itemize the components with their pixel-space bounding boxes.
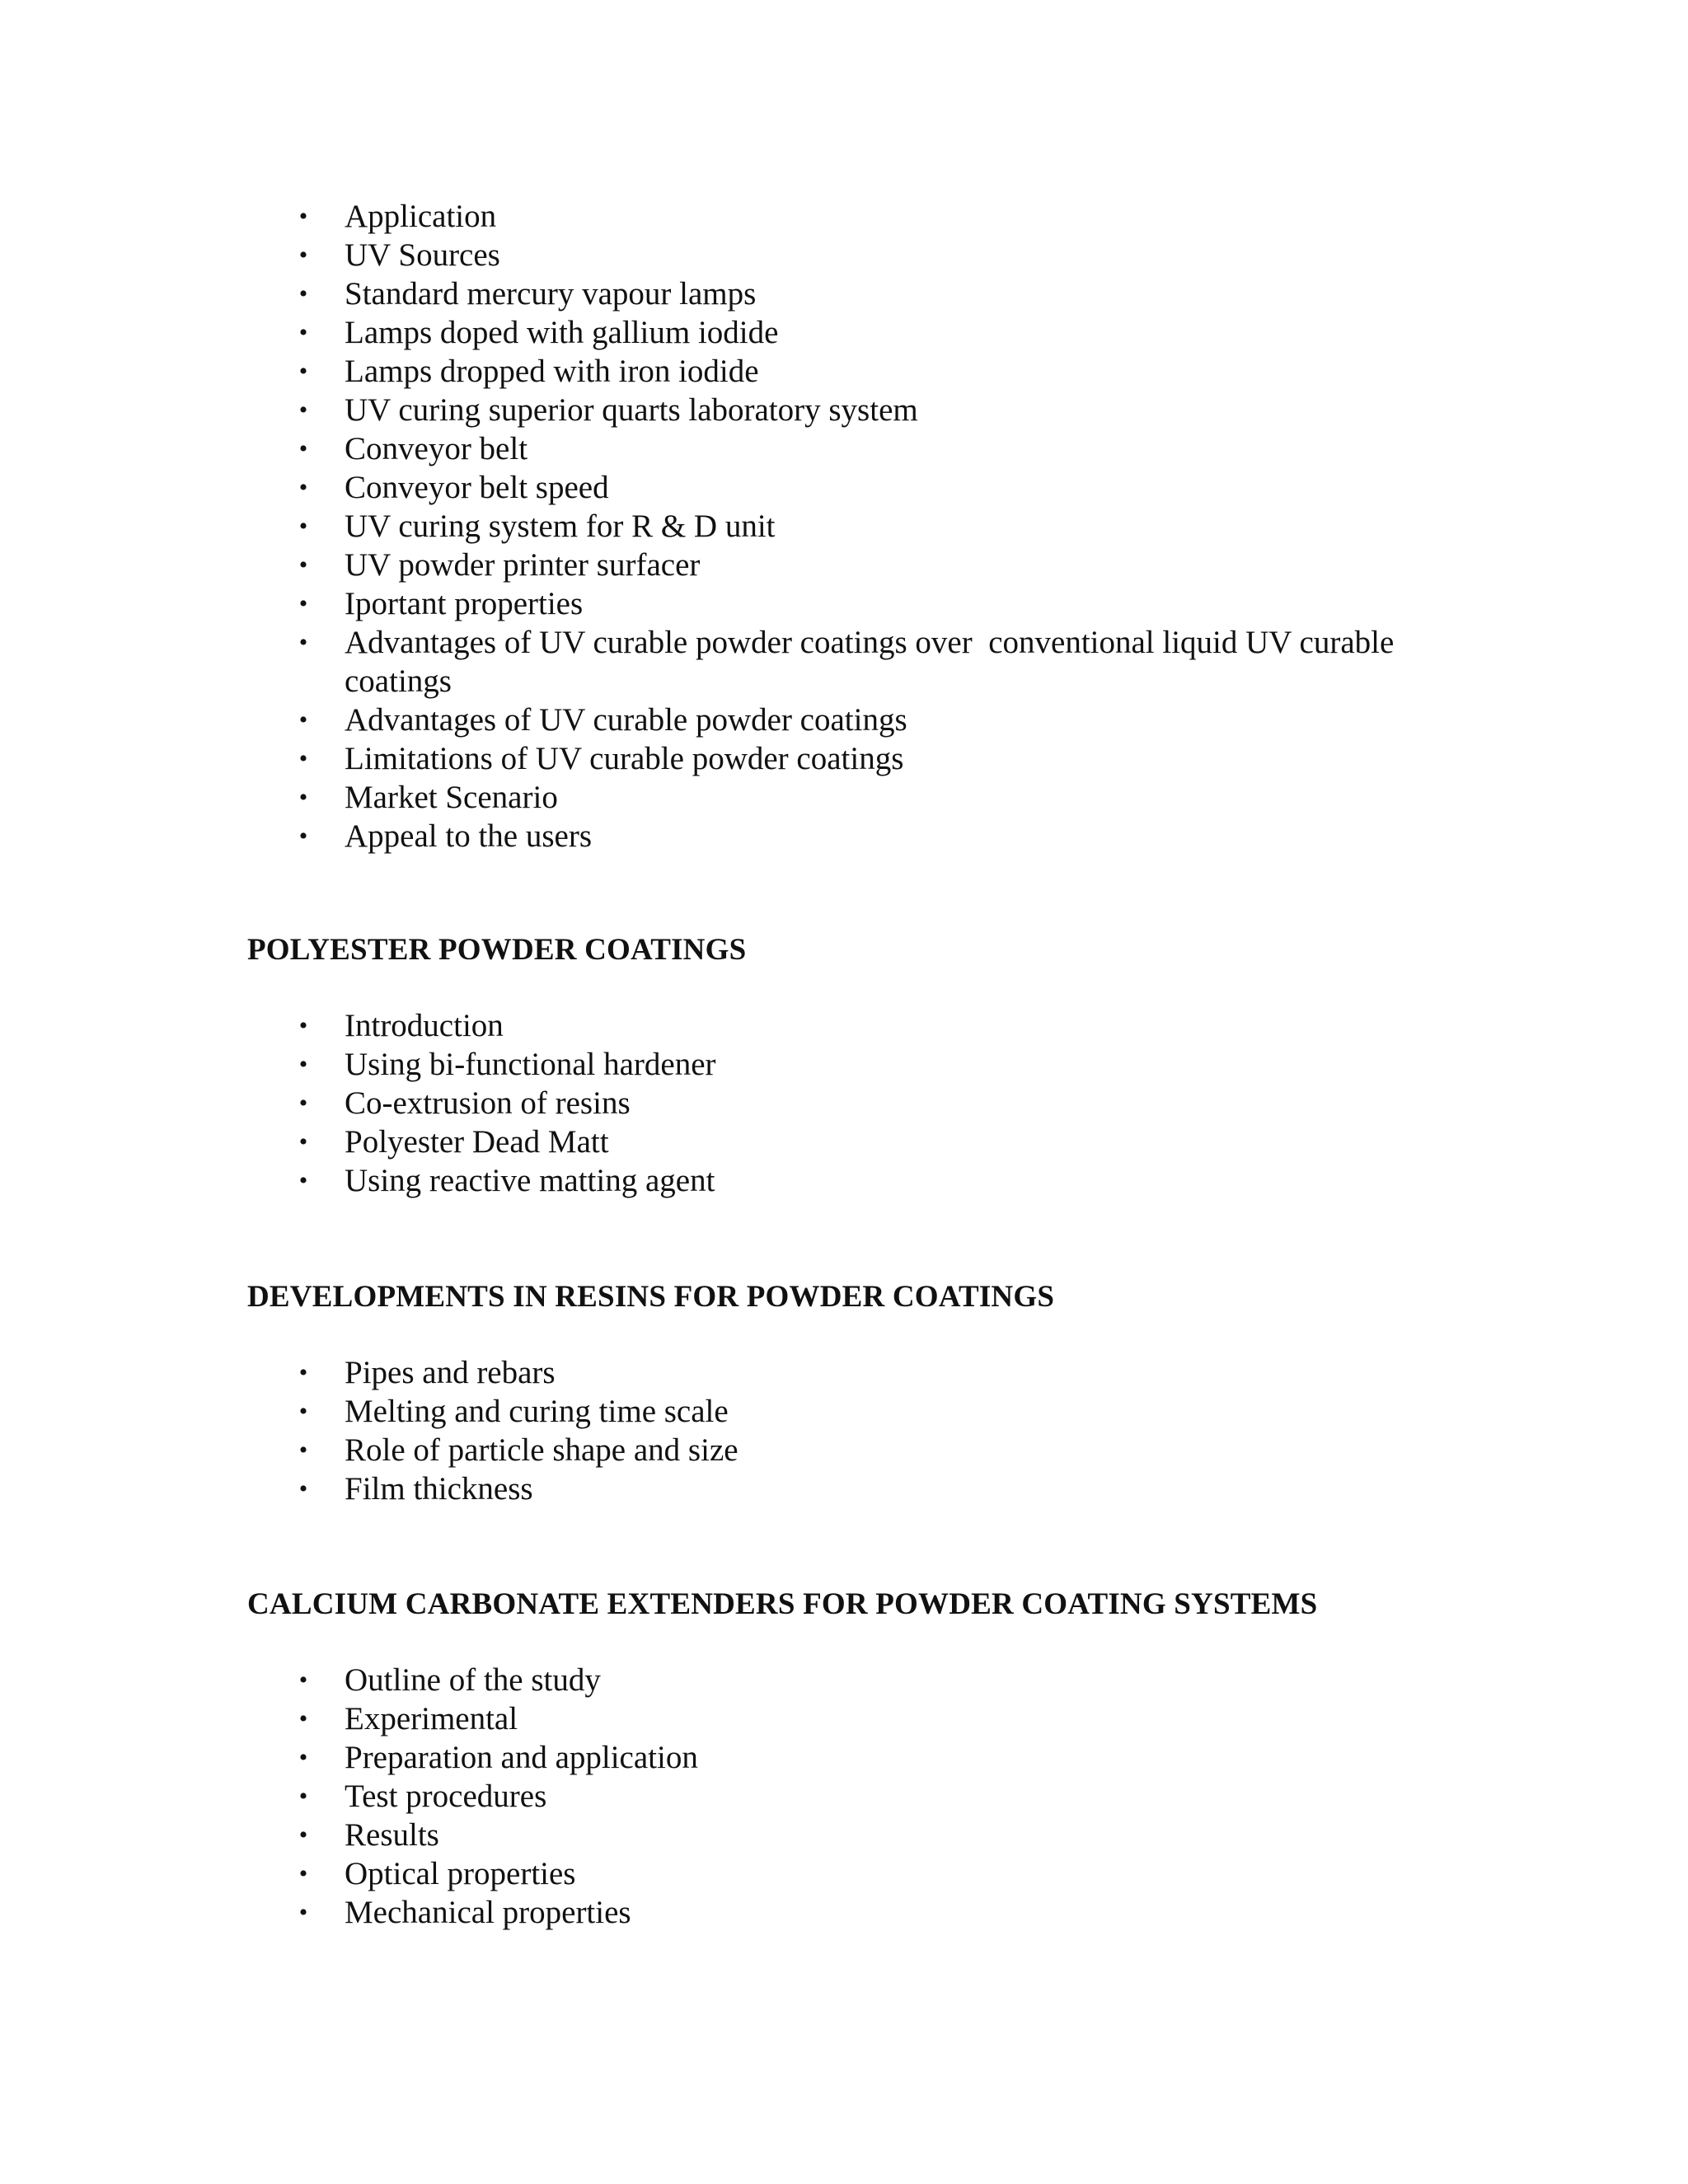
section-heading: DEVELOPMENTS IN RESINS FOR POWDER COATINGS [247, 1280, 1055, 1314]
bullet-icon: • [298, 474, 308, 501]
bullet-icon: • [298, 551, 308, 579]
section-bullet-list [0, 1006, 1688, 1200]
list-item: • Experimental [0, 1699, 1688, 1738]
list-item: • Optical properties [0, 1854, 1688, 1893]
section-bullet-list [0, 1661, 1688, 1932]
list-item: • Introduction [0, 1006, 1688, 1045]
list-item: • Results [0, 1816, 1688, 1854]
bullet-icon: • [298, 590, 308, 617]
list-item: • Test procedures [0, 1777, 1688, 1816]
bullet-icon: • [298, 1783, 308, 1810]
list-item: • UV powder printer surfacer [0, 546, 1688, 584]
bullet-icon: • [298, 1821, 308, 1849]
bullet-icon: • [298, 1012, 308, 1039]
list-item: • Lamps dropped with iron iodide [0, 352, 1688, 391]
bullet-icon: • [298, 1128, 308, 1155]
intro-list-block [0, 197, 1688, 855]
list-item: • Outline of the study [0, 1661, 1688, 1699]
list-item: • Lamps doped with gallium iodide [0, 313, 1688, 352]
bullet-icon: • [298, 1860, 308, 1887]
bullet-icon: • [298, 745, 308, 772]
section-heading: POLYESTER POWDER COATINGS [247, 933, 747, 967]
list-item: • Market Scenario [0, 778, 1688, 817]
bullet-icon: • [298, 1051, 308, 1078]
section-heading: CALCIUM CARBONATE EXTENDERS FOR POWDER COATING SYSTEMS [247, 1587, 1318, 1621]
bullet-icon: • [298, 706, 308, 733]
bullet-icon: • [298, 1666, 308, 1694]
bullet-icon: • [298, 823, 308, 850]
bullet-icon: • [298, 629, 308, 656]
bullet-icon: • [298, 1744, 308, 1771]
list-item: • Appeal to the users [0, 817, 1688, 855]
list-item: • Conveyor belt speed [0, 468, 1688, 507]
bullet-icon: • [298, 203, 308, 230]
bullet-icon: • [298, 1899, 308, 1926]
list-item: • Advantages of UV curable powder coatings [0, 701, 1688, 739]
list-item: • UV curing superior quarts laboratory system [0, 391, 1688, 429]
bullet-icon: • [298, 241, 308, 269]
list-item: • Polyester Dead Matt [0, 1122, 1688, 1161]
bullet-icon: • [298, 1475, 308, 1502]
bullet-icon: • [298, 280, 308, 307]
bullet-icon: • [298, 1167, 308, 1194]
list-item: • Using reactive matting agent [0, 1161, 1688, 1200]
list-item: • Iportant properties [0, 584, 1688, 623]
section-list-block [0, 1353, 1688, 1508]
bullet-icon: • [298, 784, 308, 811]
list-item: • Application [0, 197, 1688, 236]
section-bullet-list [0, 1353, 1688, 1508]
list-item: • Mechanical properties [0, 1893, 1688, 1932]
bullet-icon: • [298, 1398, 308, 1425]
bullet-icon: • [298, 396, 308, 424]
list-item: • UV curing system for R & D unit [0, 507, 1688, 546]
bullet-icon: • [298, 513, 308, 540]
list-item: • Pipes and rebars [0, 1353, 1688, 1392]
list-item: • Melting and curing time scale [0, 1392, 1688, 1431]
bullet-icon: • [298, 1359, 308, 1386]
bullet-icon: • [298, 1705, 308, 1732]
section-list-block [0, 1006, 1688, 1200]
list-item: • Conveyor belt [0, 429, 1688, 468]
list-item: • UV Sources [0, 236, 1688, 274]
list-item: • Standard mercury vapour lamps [0, 274, 1688, 313]
bullet-icon: • [298, 1436, 308, 1464]
list-item: • Preparation and application [0, 1738, 1688, 1777]
bullet-icon: • [298, 319, 308, 346]
section-list-block [0, 1661, 1688, 1932]
intro-bullet-list [0, 197, 1688, 855]
bullet-icon: • [298, 358, 308, 385]
list-item: • Advantages of UV curable powder coatings over conventional liquid UV curable coatings [0, 623, 1688, 701]
list-item: • Role of particle shape and size [0, 1431, 1688, 1469]
list-item: • Co-extrusion of resins [0, 1084, 1688, 1122]
list-item: • Film thickness [0, 1469, 1688, 1508]
list-item: • Using bi-functional hardener [0, 1045, 1688, 1084]
bullet-icon: • [298, 1090, 308, 1117]
list-item: • Limitations of UV curable powder coatings [0, 739, 1688, 778]
bullet-icon: • [298, 435, 308, 462]
